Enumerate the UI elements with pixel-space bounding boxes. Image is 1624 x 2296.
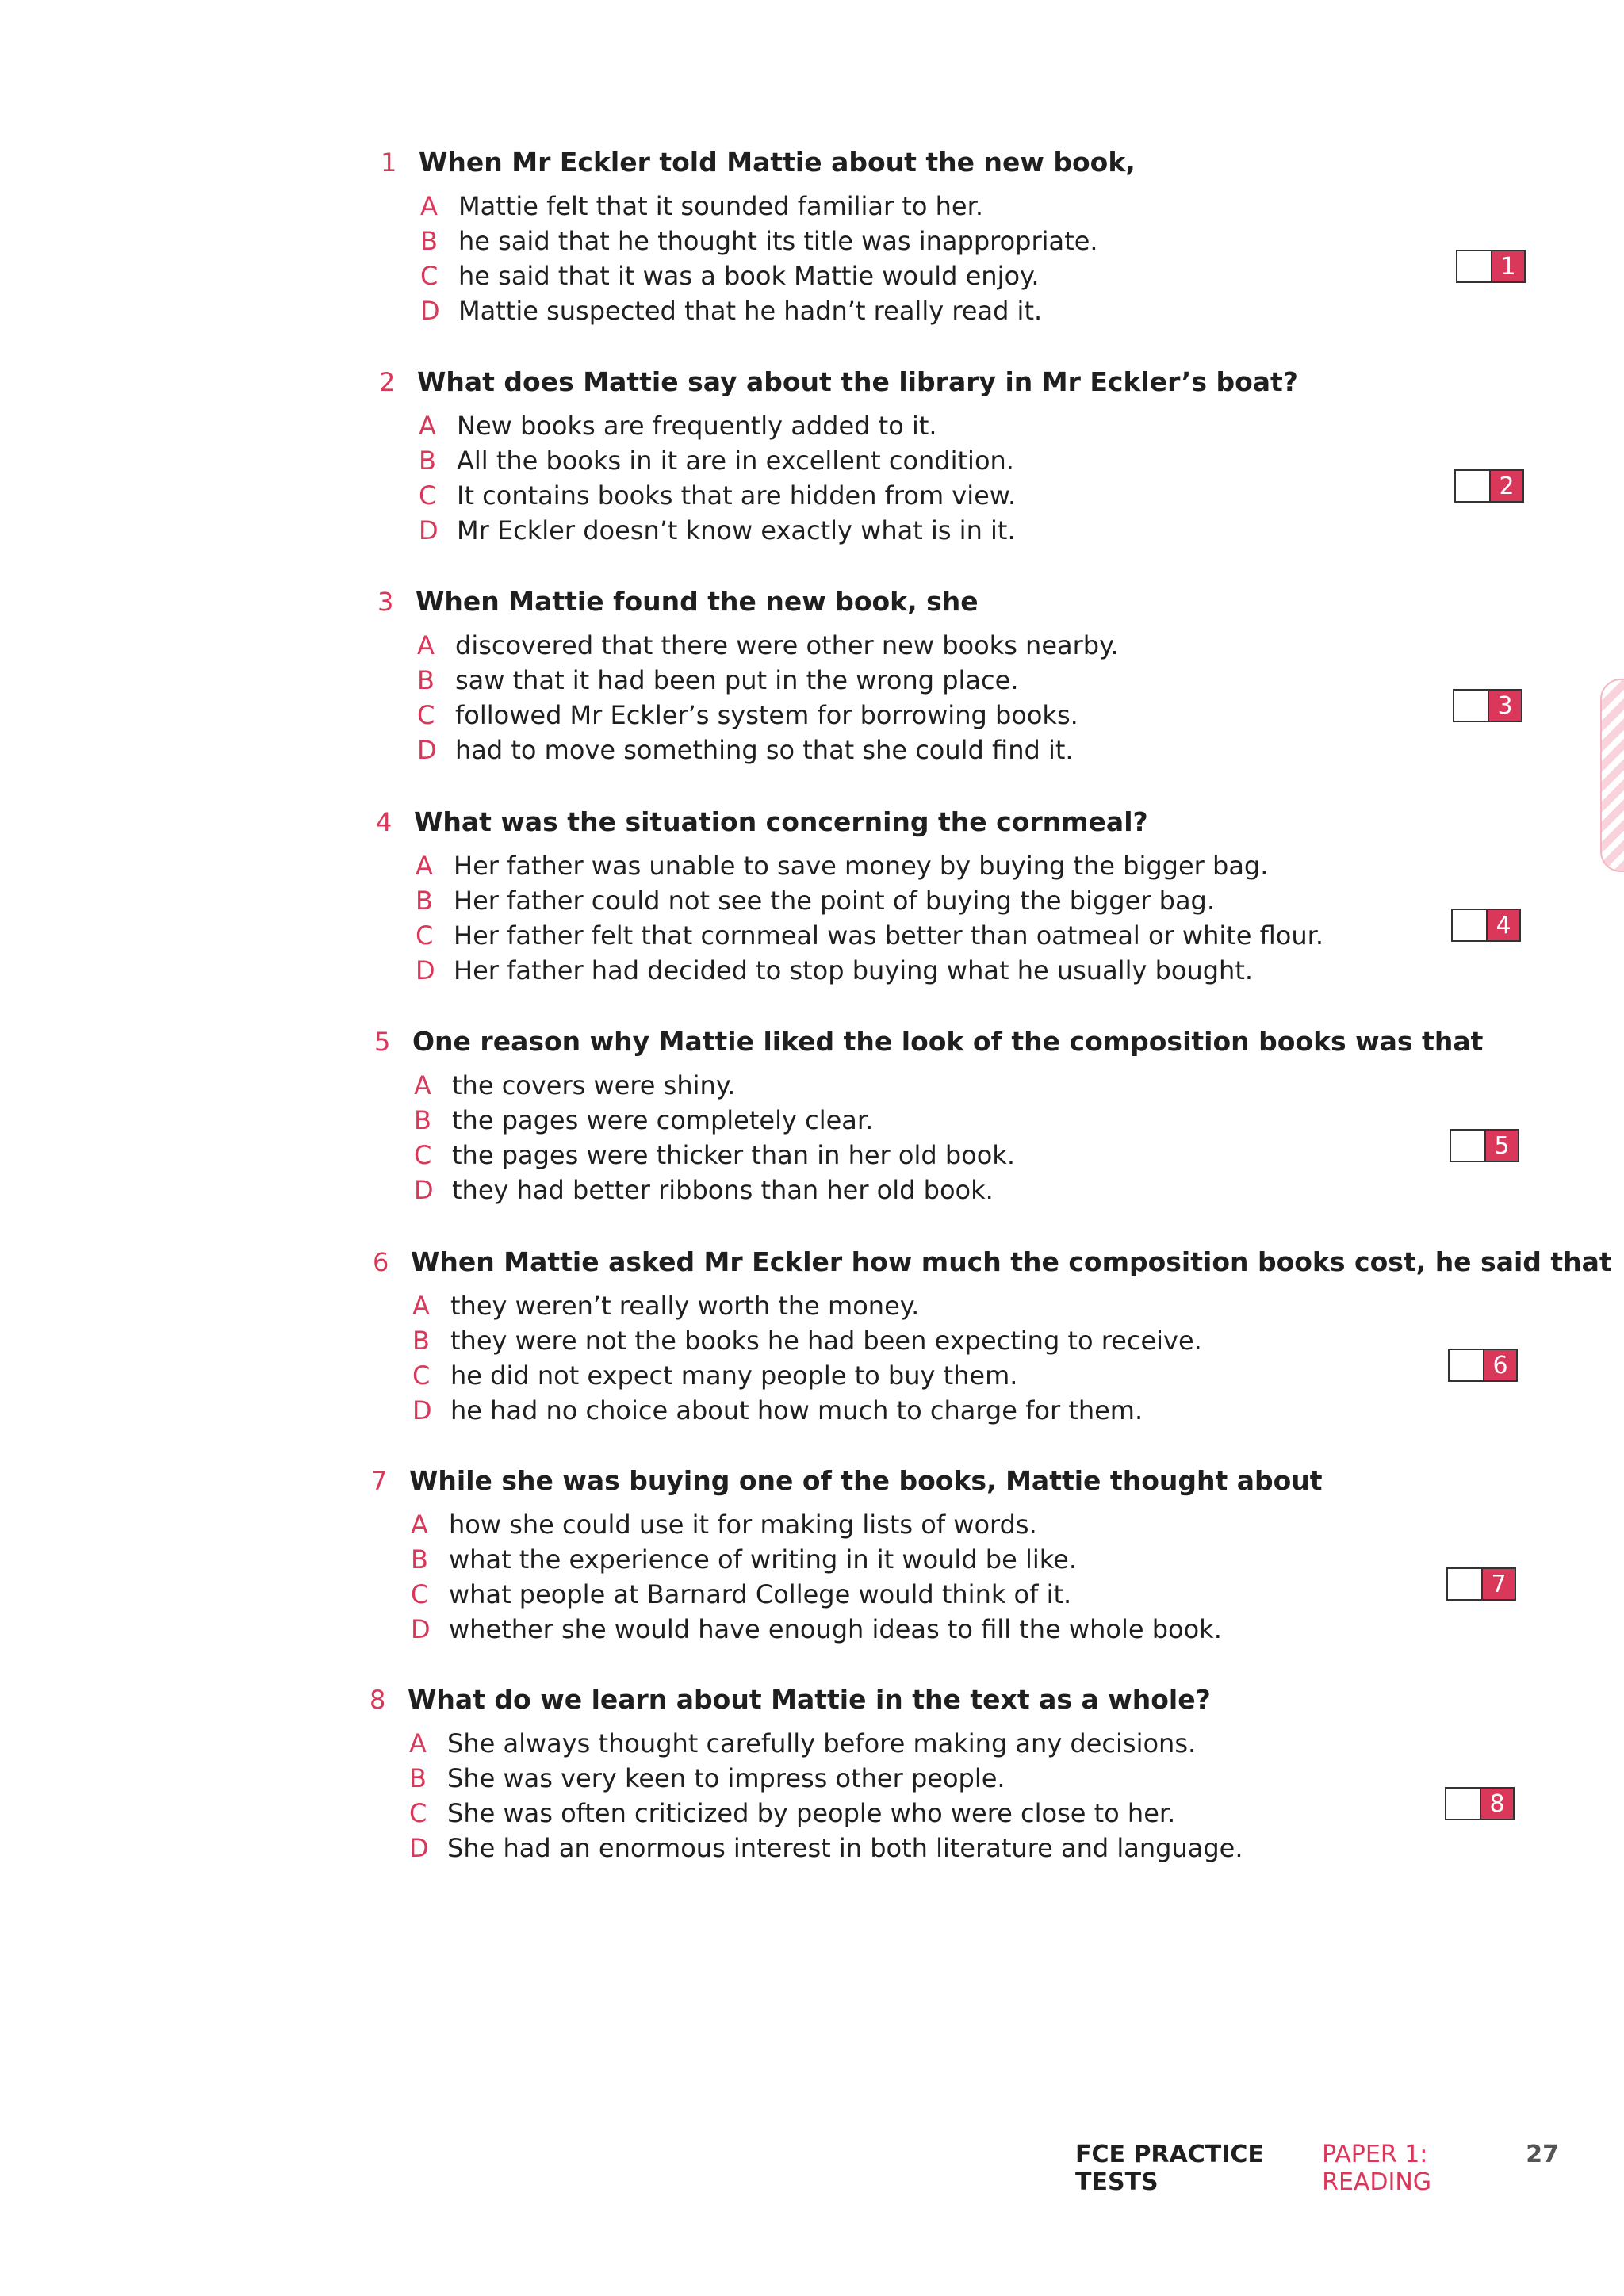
option-letter: B xyxy=(409,1763,427,1793)
option-text: the pages were completely clear. xyxy=(452,1105,874,1135)
option-text: Mattie felt that it sounded familiar to her. xyxy=(458,191,983,221)
option-c[interactable] xyxy=(416,920,1624,955)
question-number: 6 xyxy=(373,1247,389,1277)
question-6 xyxy=(373,1246,1624,1430)
option-c[interactable] xyxy=(417,700,1624,735)
option-b[interactable] xyxy=(419,446,1624,480)
option-text: whether she would have enough ideas to fill the whole book. xyxy=(449,1614,1222,1644)
option-d[interactable] xyxy=(416,955,1624,990)
option-b[interactable] xyxy=(414,1105,1624,1140)
options-list xyxy=(414,1070,1624,1210)
option-text: what people at Barnard College would think of it. xyxy=(449,1579,1072,1609)
option-a[interactable] xyxy=(412,1291,1624,1326)
question-5 xyxy=(374,1026,1624,1210)
option-c[interactable] xyxy=(420,261,1624,296)
question-stem: When Mattie found the new book, she xyxy=(416,586,979,617)
option-text: had to move something so that she could find it. xyxy=(455,735,1074,765)
question-header xyxy=(376,806,1624,851)
option-text: She always thought carefully before making any decisions. xyxy=(447,1728,1197,1758)
option-text: he said that he thought its title was inappropriate. xyxy=(458,226,1098,256)
option-text: All the books in it are in excellent condition. xyxy=(457,446,1014,476)
option-d[interactable] xyxy=(417,735,1624,770)
option-d[interactable] xyxy=(420,296,1624,331)
option-letter: C xyxy=(417,700,435,730)
option-c[interactable] xyxy=(412,1360,1624,1395)
option-text: She had an enormous interest in both literature and language. xyxy=(447,1833,1243,1863)
option-b[interactable] xyxy=(412,1326,1624,1360)
answer-input[interactable] xyxy=(1456,250,1491,283)
option-letter: C xyxy=(412,1360,431,1391)
option-text: It contains books that are hidden from view. xyxy=(457,480,1017,511)
question-number: 2 xyxy=(379,367,396,397)
footer-section-title: PAPER 1: READING xyxy=(1322,2141,1432,2196)
question-number: 3 xyxy=(377,587,394,617)
option-b[interactable] xyxy=(417,665,1624,700)
answer-box-number: 1 xyxy=(1491,250,1526,283)
option-letter: A xyxy=(409,1728,427,1758)
option-letter: C xyxy=(419,480,437,511)
option-letter: B xyxy=(417,665,435,695)
question-stem: When Mr Eckler told Mattie about the new book, xyxy=(419,147,1136,178)
answer-box-number: 4 xyxy=(1486,909,1521,942)
option-text: Her father could not see the point of buying the bigger bag. xyxy=(454,886,1216,916)
option-text: what the experience of writing in it would be like. xyxy=(449,1544,1077,1575)
question-1 xyxy=(381,147,1624,331)
option-b[interactable] xyxy=(411,1544,1624,1579)
option-b[interactable] xyxy=(420,226,1624,261)
question-header xyxy=(371,1465,1624,1510)
options-list xyxy=(419,411,1624,550)
question-number: 7 xyxy=(371,1466,388,1496)
option-letter: D xyxy=(411,1614,431,1644)
answer-box-number: 8 xyxy=(1480,1787,1515,1820)
option-letter: C xyxy=(414,1140,432,1170)
option-text: Her father felt that cornmeal was better than oatmeal or white flour. xyxy=(454,920,1324,951)
question-stem: When Mattie asked Mr Eckler how much the composition books cost, he said that xyxy=(411,1246,1612,1277)
option-letter: B xyxy=(419,446,436,476)
option-a[interactable] xyxy=(417,630,1624,665)
question-8 xyxy=(370,1684,1624,1868)
options-list xyxy=(412,1291,1624,1430)
answer-input[interactable] xyxy=(1454,469,1489,503)
question-number: 1 xyxy=(381,147,397,178)
option-d[interactable] xyxy=(414,1175,1624,1210)
option-letter: B xyxy=(416,886,433,916)
options-list xyxy=(417,630,1624,770)
question-header xyxy=(379,366,1624,411)
option-d[interactable] xyxy=(409,1833,1624,1868)
option-letter: A xyxy=(414,1070,431,1100)
option-text: they had better ribbons than her old book. xyxy=(452,1175,994,1205)
option-text: they weren’t really worth the money. xyxy=(450,1291,920,1321)
option-letter: B xyxy=(414,1105,431,1135)
option-letter: A xyxy=(412,1291,430,1321)
option-letter: A xyxy=(420,191,438,221)
option-b[interactable] xyxy=(409,1763,1624,1798)
question-header xyxy=(374,1026,1624,1070)
option-text: they were not the books he had been expecting to receive. xyxy=(450,1326,1202,1356)
option-letter: D xyxy=(409,1833,429,1863)
option-a[interactable] xyxy=(419,411,1624,446)
option-a[interactable] xyxy=(416,851,1624,886)
question-stem: While she was buying one of the books, Mattie thought about xyxy=(409,1465,1323,1496)
answer-box-1[interactable] xyxy=(1456,250,1526,283)
answer-box-number: 5 xyxy=(1484,1129,1519,1162)
option-letter: D xyxy=(412,1395,432,1425)
option-text: the covers were shiny. xyxy=(452,1070,736,1100)
option-letter: A xyxy=(416,851,433,881)
option-text: discovered that there were other new books nearby. xyxy=(455,630,1119,660)
answer-box-6[interactable] xyxy=(1448,1349,1518,1382)
options-list xyxy=(420,191,1624,331)
question-stem: What do we learn about Mattie in the text as a whole? xyxy=(408,1684,1211,1715)
option-letter: D xyxy=(416,955,435,985)
page-number: 27 xyxy=(1526,2141,1559,2168)
question-header xyxy=(377,586,1624,630)
option-letter: C xyxy=(411,1579,429,1609)
question-7 xyxy=(371,1465,1624,1649)
option-text: followed Mr Eckler’s system for borrowing books. xyxy=(455,700,1078,730)
footer-series-title: FCE PRACTICE TESTS xyxy=(1075,2141,1264,2196)
option-a[interactable] xyxy=(420,191,1624,226)
question-number: 5 xyxy=(374,1027,391,1057)
section-tab xyxy=(1600,679,1624,872)
question-4 xyxy=(376,806,1624,990)
answer-input[interactable] xyxy=(1453,689,1488,722)
option-c[interactable] xyxy=(411,1579,1624,1614)
option-text: Her father had decided to stop buying what he usually bought. xyxy=(454,955,1254,985)
answer-box-4[interactable] xyxy=(1451,909,1521,942)
option-letter: B xyxy=(412,1326,430,1356)
answer-input[interactable] xyxy=(1450,1129,1484,1162)
answer-box-3[interactable] xyxy=(1453,689,1522,722)
option-d[interactable] xyxy=(411,1614,1624,1649)
answer-box-number: 6 xyxy=(1483,1349,1518,1382)
question-header xyxy=(373,1246,1624,1291)
page-footer xyxy=(1075,2141,1559,2196)
options-list xyxy=(409,1728,1624,1868)
option-b[interactable] xyxy=(416,886,1624,920)
options-list xyxy=(411,1510,1624,1649)
option-d[interactable] xyxy=(412,1395,1624,1430)
question-header xyxy=(381,147,1624,191)
option-letter: A xyxy=(411,1510,428,1540)
option-text: he said that it was a book Mattie would enjoy. xyxy=(458,261,1040,291)
option-a[interactable] xyxy=(411,1510,1624,1544)
answer-box-2[interactable] xyxy=(1454,469,1524,503)
answer-box-number: 3 xyxy=(1488,689,1522,722)
question-number: 8 xyxy=(370,1685,386,1715)
option-d[interactable] xyxy=(419,515,1624,550)
option-text: how she could use it for making lists of words. xyxy=(449,1510,1037,1540)
answer-box-number: 2 xyxy=(1489,469,1524,503)
option-letter: C xyxy=(420,261,439,291)
question-stem: What does Mattie say about the library in Mr Eckler’s boat? xyxy=(417,366,1298,397)
option-text: Mattie suspected that he hadn’t really read it. xyxy=(458,296,1043,326)
options-list xyxy=(416,851,1624,990)
option-letter: D xyxy=(414,1175,434,1205)
option-text: saw that it had been put in the wrong place. xyxy=(455,665,1019,695)
question-stem: What was the situation concerning the cornmeal? xyxy=(414,806,1148,837)
question-3 xyxy=(377,586,1624,770)
question-header xyxy=(370,1684,1624,1728)
option-letter: D xyxy=(419,515,439,545)
option-text: Her father was unable to save money by buying the bigger bag. xyxy=(454,851,1269,881)
question-2 xyxy=(379,366,1624,550)
option-c[interactable] xyxy=(409,1798,1624,1833)
option-letter: D xyxy=(420,296,440,326)
option-c[interactable] xyxy=(414,1140,1624,1175)
option-text: New books are frequently added to it. xyxy=(457,411,937,441)
option-letter: C xyxy=(409,1798,427,1828)
option-letter: B xyxy=(411,1544,428,1575)
answer-input[interactable] xyxy=(1445,1787,1480,1820)
option-text: he did not expect many people to buy them. xyxy=(450,1360,1018,1391)
option-text: he had no choice about how much to charge for them. xyxy=(450,1395,1143,1425)
option-letter: A xyxy=(419,411,436,441)
question-number: 4 xyxy=(376,807,393,837)
option-text: Mr Eckler doesn’t know exactly what is in it. xyxy=(457,515,1016,545)
option-text: the pages were thicker than in her old book. xyxy=(452,1140,1015,1170)
answer-box-number: 7 xyxy=(1481,1567,1516,1601)
option-a[interactable] xyxy=(409,1728,1624,1763)
option-letter: A xyxy=(417,630,435,660)
option-c[interactable] xyxy=(419,480,1624,515)
option-text: She was often criticized by people who were close to her. xyxy=(447,1798,1176,1828)
question-stem: One reason why Mattie liked the look of the composition books was that xyxy=(412,1026,1484,1057)
answer-box-7[interactable] xyxy=(1446,1567,1516,1601)
option-letter: B xyxy=(420,226,438,256)
option-letter: C xyxy=(416,920,434,951)
option-a[interactable] xyxy=(414,1070,1624,1105)
answer-box-8[interactable] xyxy=(1445,1787,1515,1820)
answer-box-5[interactable] xyxy=(1450,1129,1519,1162)
answer-input[interactable] xyxy=(1448,1349,1483,1382)
answer-input[interactable] xyxy=(1446,1567,1481,1601)
answer-input[interactable] xyxy=(1451,909,1486,942)
option-letter: D xyxy=(417,735,437,765)
option-text: She was very keen to impress other people. xyxy=(447,1763,1005,1793)
